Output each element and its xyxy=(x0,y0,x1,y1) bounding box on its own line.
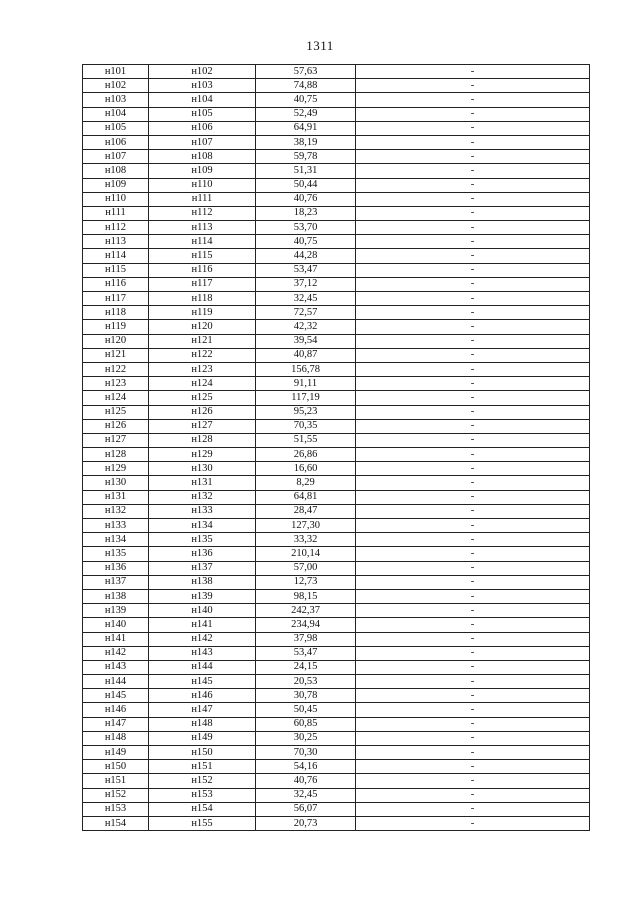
distance-cell: 30,78 xyxy=(256,689,356,703)
table-row xyxy=(83,65,590,79)
table-row xyxy=(83,533,590,547)
to-point-cell: н138 xyxy=(149,575,256,589)
to-point-cell: н110 xyxy=(149,178,256,192)
distance-cell: 52,49 xyxy=(256,107,356,121)
from-point-cell: н134 xyxy=(83,533,149,547)
to-point-cell: н113 xyxy=(149,221,256,235)
table-row xyxy=(83,731,590,745)
note-cell: - xyxy=(356,689,590,703)
to-point-cell: н108 xyxy=(149,150,256,164)
table-row xyxy=(83,433,590,447)
table-row xyxy=(83,164,590,178)
note-cell: - xyxy=(356,263,590,277)
from-point-cell: н104 xyxy=(83,107,149,121)
table-row xyxy=(83,206,590,220)
from-point-cell: н133 xyxy=(83,519,149,533)
boundary-segments-table xyxy=(82,64,590,831)
to-point-cell: н135 xyxy=(149,533,256,547)
table-row xyxy=(83,632,590,646)
from-point-cell: н129 xyxy=(83,462,149,476)
note-cell: - xyxy=(356,348,590,362)
from-point-cell: н138 xyxy=(83,589,149,603)
to-point-cell: н150 xyxy=(149,746,256,760)
from-point-cell: н136 xyxy=(83,561,149,575)
distance-cell: 16,60 xyxy=(256,462,356,476)
note-cell: - xyxy=(356,107,590,121)
note-cell: - xyxy=(356,419,590,433)
table-row xyxy=(83,490,590,504)
from-point-cell: н146 xyxy=(83,703,149,717)
to-point-cell: н106 xyxy=(149,121,256,135)
note-cell: - xyxy=(356,235,590,249)
note-cell: - xyxy=(356,504,590,518)
distance-cell: 95,23 xyxy=(256,405,356,419)
to-point-cell: н109 xyxy=(149,164,256,178)
note-cell: - xyxy=(356,391,590,405)
to-point-cell: н136 xyxy=(149,547,256,561)
table-body xyxy=(83,65,590,831)
table-row xyxy=(83,93,590,107)
to-point-cell: н128 xyxy=(149,433,256,447)
from-point-cell: н119 xyxy=(83,320,149,334)
note-cell: - xyxy=(356,604,590,618)
from-point-cell: н111 xyxy=(83,206,149,220)
to-point-cell: н112 xyxy=(149,206,256,220)
table-row xyxy=(83,263,590,277)
table-row xyxy=(83,107,590,121)
distance-cell: 117,19 xyxy=(256,391,356,405)
table-row xyxy=(83,306,590,320)
note-cell: - xyxy=(356,589,590,603)
table-row xyxy=(83,760,590,774)
table-row xyxy=(83,462,590,476)
table-row xyxy=(83,788,590,802)
from-point-cell: н114 xyxy=(83,249,149,263)
note-cell: - xyxy=(356,703,590,717)
note-cell: - xyxy=(356,178,590,192)
note-cell: - xyxy=(356,519,590,533)
distance-cell: 20,53 xyxy=(256,675,356,689)
to-point-cell: н116 xyxy=(149,263,256,277)
from-point-cell: н145 xyxy=(83,689,149,703)
from-point-cell: н127 xyxy=(83,433,149,447)
from-point-cell: н147 xyxy=(83,717,149,731)
note-cell: - xyxy=(356,164,590,178)
to-point-cell: н117 xyxy=(149,277,256,291)
note-cell: - xyxy=(356,377,590,391)
from-point-cell: н125 xyxy=(83,405,149,419)
from-point-cell: н152 xyxy=(83,788,149,802)
note-cell: - xyxy=(356,334,590,348)
distance-cell: 56,07 xyxy=(256,802,356,816)
from-point-cell: н144 xyxy=(83,675,149,689)
from-point-cell: н112 xyxy=(83,221,149,235)
table-row xyxy=(83,746,590,760)
table-row xyxy=(83,377,590,391)
to-point-cell: н127 xyxy=(149,419,256,433)
note-cell: - xyxy=(356,575,590,589)
distance-cell: 28,47 xyxy=(256,504,356,518)
distance-cell: 234,94 xyxy=(256,618,356,632)
distance-cell: 64,91 xyxy=(256,121,356,135)
to-point-cell: н154 xyxy=(149,802,256,816)
to-point-cell: н133 xyxy=(149,504,256,518)
to-point-cell: н103 xyxy=(149,79,256,93)
to-point-cell: н115 xyxy=(149,249,256,263)
table-row xyxy=(83,547,590,561)
to-point-cell: н149 xyxy=(149,731,256,745)
note-cell: - xyxy=(356,774,590,788)
table-row xyxy=(83,618,590,632)
from-point-cell: н110 xyxy=(83,192,149,206)
note-cell: - xyxy=(356,561,590,575)
note-cell: - xyxy=(356,405,590,419)
to-point-cell: н104 xyxy=(149,93,256,107)
table-row xyxy=(83,121,590,135)
to-point-cell: н119 xyxy=(149,306,256,320)
from-point-cell: н153 xyxy=(83,802,149,816)
distance-cell: 37,98 xyxy=(256,632,356,646)
from-point-cell: н113 xyxy=(83,235,149,249)
table-row xyxy=(83,292,590,306)
to-point-cell: н145 xyxy=(149,675,256,689)
table-row xyxy=(83,660,590,674)
from-point-cell: н118 xyxy=(83,306,149,320)
distance-cell: 59,78 xyxy=(256,150,356,164)
to-point-cell: н151 xyxy=(149,760,256,774)
to-point-cell: н134 xyxy=(149,519,256,533)
from-point-cell: н109 xyxy=(83,178,149,192)
note-cell: - xyxy=(356,448,590,462)
note-cell: - xyxy=(356,433,590,447)
from-point-cell: н132 xyxy=(83,504,149,518)
table-row xyxy=(83,448,590,462)
from-point-cell: н141 xyxy=(83,632,149,646)
note-cell: - xyxy=(356,675,590,689)
distance-cell: 53,70 xyxy=(256,221,356,235)
table-row xyxy=(83,604,590,618)
from-point-cell: н124 xyxy=(83,391,149,405)
to-point-cell: н126 xyxy=(149,405,256,419)
distance-cell: 242,37 xyxy=(256,604,356,618)
to-point-cell: н125 xyxy=(149,391,256,405)
table-row xyxy=(83,79,590,93)
table-row xyxy=(83,419,590,433)
note-cell: - xyxy=(356,816,590,830)
note-cell: - xyxy=(356,760,590,774)
table-row xyxy=(83,348,590,362)
from-point-cell: н105 xyxy=(83,121,149,135)
to-point-cell: н107 xyxy=(149,135,256,149)
distance-cell: 18,23 xyxy=(256,206,356,220)
table-row xyxy=(83,504,590,518)
from-point-cell: н135 xyxy=(83,547,149,561)
from-point-cell: н148 xyxy=(83,731,149,745)
to-point-cell: н139 xyxy=(149,589,256,603)
distance-cell: 24,15 xyxy=(256,660,356,674)
note-cell: - xyxy=(356,533,590,547)
note-cell: - xyxy=(356,277,590,291)
note-cell: - xyxy=(356,93,590,107)
table-row xyxy=(83,519,590,533)
note-cell: - xyxy=(356,306,590,320)
from-point-cell: н140 xyxy=(83,618,149,632)
table-row xyxy=(83,646,590,660)
from-point-cell: н102 xyxy=(83,79,149,93)
from-point-cell: н123 xyxy=(83,377,149,391)
distance-cell: 74,88 xyxy=(256,79,356,93)
distance-cell: 42,32 xyxy=(256,320,356,334)
from-point-cell: н106 xyxy=(83,135,149,149)
to-point-cell: н132 xyxy=(149,490,256,504)
table-row xyxy=(83,774,590,788)
table-row xyxy=(83,178,590,192)
to-point-cell: н118 xyxy=(149,292,256,306)
from-point-cell: н101 xyxy=(83,65,149,79)
from-point-cell: н154 xyxy=(83,816,149,830)
from-point-cell: н122 xyxy=(83,362,149,376)
table-row xyxy=(83,561,590,575)
note-cell: - xyxy=(356,746,590,760)
note-cell: - xyxy=(356,292,590,306)
from-point-cell: н120 xyxy=(83,334,149,348)
table-row xyxy=(83,249,590,263)
from-point-cell: н103 xyxy=(83,93,149,107)
note-cell: - xyxy=(356,490,590,504)
distance-cell: 70,30 xyxy=(256,746,356,760)
note-cell: - xyxy=(356,135,590,149)
from-point-cell: н116 xyxy=(83,277,149,291)
distance-cell: 54,16 xyxy=(256,760,356,774)
distance-cell: 26,86 xyxy=(256,448,356,462)
note-cell: - xyxy=(356,320,590,334)
note-cell: - xyxy=(356,79,590,93)
to-point-cell: н147 xyxy=(149,703,256,717)
from-point-cell: н142 xyxy=(83,646,149,660)
page-number: 1311 xyxy=(306,38,334,53)
from-point-cell: н121 xyxy=(83,348,149,362)
note-cell: - xyxy=(356,802,590,816)
from-point-cell: н149 xyxy=(83,746,149,760)
table-row xyxy=(83,703,590,717)
table-row xyxy=(83,405,590,419)
from-point-cell: н131 xyxy=(83,490,149,504)
table-row xyxy=(83,150,590,164)
distance-cell: 32,45 xyxy=(256,788,356,802)
from-point-cell: н108 xyxy=(83,164,149,178)
distance-cell: 91,11 xyxy=(256,377,356,391)
distance-cell: 64,81 xyxy=(256,490,356,504)
table-row xyxy=(83,277,590,291)
distance-cell: 57,00 xyxy=(256,561,356,575)
distance-cell: 53,47 xyxy=(256,263,356,277)
distance-cell: 72,57 xyxy=(256,306,356,320)
note-cell: - xyxy=(356,462,590,476)
to-point-cell: н131 xyxy=(149,476,256,490)
to-point-cell: н141 xyxy=(149,618,256,632)
to-point-cell: н123 xyxy=(149,362,256,376)
to-point-cell: н102 xyxy=(149,65,256,79)
note-cell: - xyxy=(356,632,590,646)
distance-cell: 51,55 xyxy=(256,433,356,447)
note-cell: - xyxy=(356,717,590,731)
table-row xyxy=(83,802,590,816)
distance-cell: 40,75 xyxy=(256,93,356,107)
to-point-cell: н153 xyxy=(149,788,256,802)
note-cell: - xyxy=(356,65,590,79)
to-point-cell: н114 xyxy=(149,235,256,249)
distance-cell: 70,35 xyxy=(256,419,356,433)
table-row xyxy=(83,391,590,405)
from-point-cell: н151 xyxy=(83,774,149,788)
distance-cell: 44,28 xyxy=(256,249,356,263)
distance-cell: 40,87 xyxy=(256,348,356,362)
to-point-cell: н143 xyxy=(149,646,256,660)
distance-cell: 38,19 xyxy=(256,135,356,149)
to-point-cell: н152 xyxy=(149,774,256,788)
table-row xyxy=(83,334,590,348)
note-cell: - xyxy=(356,731,590,745)
note-cell: - xyxy=(356,206,590,220)
from-point-cell: н115 xyxy=(83,263,149,277)
distance-cell: 32,45 xyxy=(256,292,356,306)
note-cell: - xyxy=(356,618,590,632)
note-cell: - xyxy=(356,121,590,135)
to-point-cell: н111 xyxy=(149,192,256,206)
from-point-cell: н139 xyxy=(83,604,149,618)
to-point-cell: н130 xyxy=(149,462,256,476)
table-row xyxy=(83,816,590,830)
table-row xyxy=(83,135,590,149)
note-cell: - xyxy=(356,221,590,235)
to-point-cell: н124 xyxy=(149,377,256,391)
to-point-cell: н129 xyxy=(149,448,256,462)
to-point-cell: н137 xyxy=(149,561,256,575)
distance-cell: 20,73 xyxy=(256,816,356,830)
table-row xyxy=(83,575,590,589)
to-point-cell: н121 xyxy=(149,334,256,348)
to-point-cell: н155 xyxy=(149,816,256,830)
distance-cell: 30,25 xyxy=(256,731,356,745)
note-cell: - xyxy=(356,788,590,802)
to-point-cell: н122 xyxy=(149,348,256,362)
from-point-cell: н107 xyxy=(83,150,149,164)
table-row xyxy=(83,192,590,206)
note-cell: - xyxy=(356,476,590,490)
table-row xyxy=(83,320,590,334)
to-point-cell: н144 xyxy=(149,660,256,674)
distance-cell: 127,30 xyxy=(256,519,356,533)
distance-cell: 60,85 xyxy=(256,717,356,731)
from-point-cell: н137 xyxy=(83,575,149,589)
table-row xyxy=(83,717,590,731)
table-row xyxy=(83,689,590,703)
distance-cell: 40,76 xyxy=(256,192,356,206)
note-cell: - xyxy=(356,660,590,674)
distance-cell: 12,73 xyxy=(256,575,356,589)
distance-cell: 39,54 xyxy=(256,334,356,348)
to-point-cell: н142 xyxy=(149,632,256,646)
distance-cell: 51,31 xyxy=(256,164,356,178)
note-cell: - xyxy=(356,249,590,263)
note-cell: - xyxy=(356,362,590,376)
distance-cell: 40,75 xyxy=(256,235,356,249)
distance-cell: 50,44 xyxy=(256,178,356,192)
to-point-cell: н105 xyxy=(149,107,256,121)
from-point-cell: н128 xyxy=(83,448,149,462)
to-point-cell: н148 xyxy=(149,717,256,731)
table-row xyxy=(83,476,590,490)
distance-cell: 210,14 xyxy=(256,547,356,561)
table-row xyxy=(83,221,590,235)
note-cell: - xyxy=(356,150,590,164)
distance-cell: 50,45 xyxy=(256,703,356,717)
distance-cell: 57,63 xyxy=(256,65,356,79)
distance-cell: 8,29 xyxy=(256,476,356,490)
note-cell: - xyxy=(356,192,590,206)
distance-cell: 53,47 xyxy=(256,646,356,660)
to-point-cell: н140 xyxy=(149,604,256,618)
distance-cell: 156,78 xyxy=(256,362,356,376)
table-row xyxy=(83,675,590,689)
from-point-cell: н117 xyxy=(83,292,149,306)
table-row xyxy=(83,235,590,249)
to-point-cell: н120 xyxy=(149,320,256,334)
distance-cell: 37,12 xyxy=(256,277,356,291)
from-point-cell: н126 xyxy=(83,419,149,433)
to-point-cell: н146 xyxy=(149,689,256,703)
from-point-cell: н130 xyxy=(83,476,149,490)
distance-cell: 40,76 xyxy=(256,774,356,788)
note-cell: - xyxy=(356,547,590,561)
distance-cell: 33,32 xyxy=(256,533,356,547)
table-row xyxy=(83,362,590,376)
from-point-cell: н150 xyxy=(83,760,149,774)
from-point-cell: н143 xyxy=(83,660,149,674)
note-cell: - xyxy=(356,646,590,660)
table-row xyxy=(83,589,590,603)
distance-cell: 98,15 xyxy=(256,589,356,603)
